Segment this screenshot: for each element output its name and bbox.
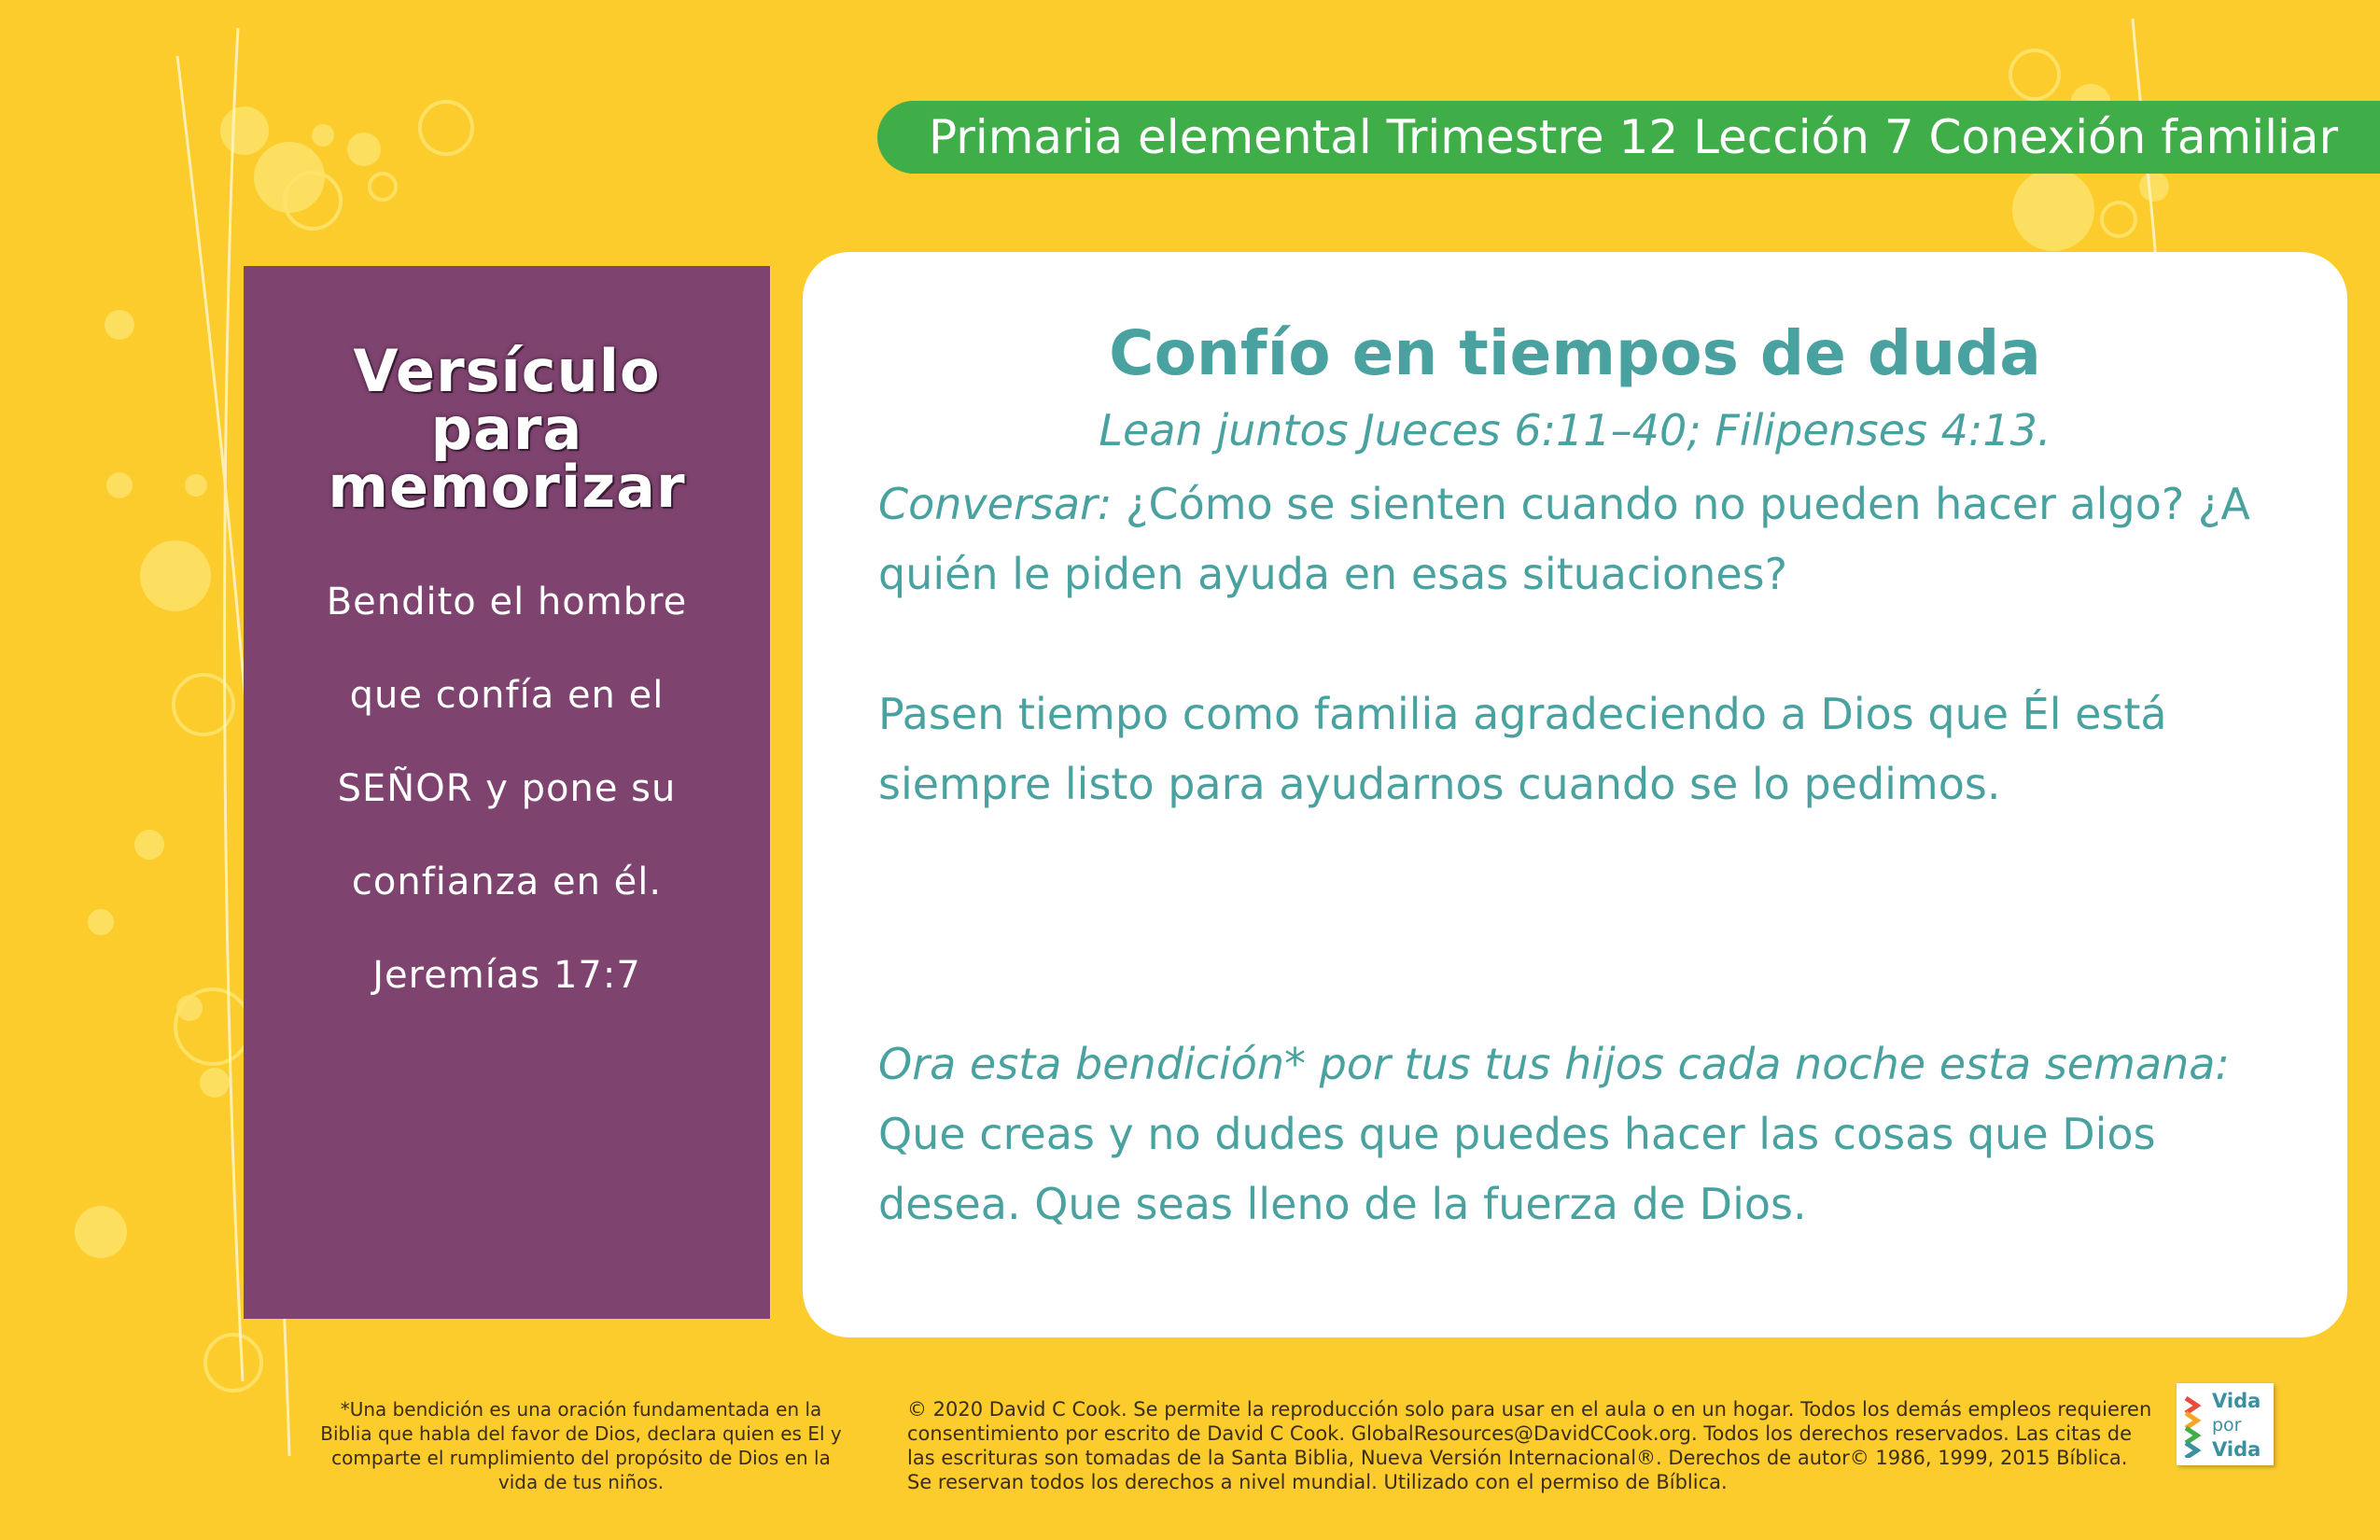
memory-verse-heading	[244, 337, 770, 521]
lesson-banner	[877, 101, 2380, 174]
copyright-notice: © 2020 David C Cook. Se permite la reproducción solo para usar en el aula o en un hogar. Todos los demás empleos requieren consentimiento por escrito de David C Cook. GlobalResources@DavidCCook.org. Todos los derechos reservados. Las citas de las escrituras son tomadas de la Santa Biblia, Nueva Versión Internacional®. Derechos de autor© 1986, 1999, 2015 Bíblica. Se reservan todos los derechos a nivel mundial. Utilizado con el permiso de Bíblica.	[907, 1398, 2152, 1493]
family-paragraph: Pasen tiempo como familia agradeciendo a Dios que Él está siempre listo para ayudarnos cuando se lo pedimos.	[878, 689, 2167, 809]
conversation-label: Conversar:	[878, 479, 1113, 529]
logo-word: por	[2212, 1415, 2242, 1435]
prayer-label: Ora esta bendición* por tus tus hijos cada noche esta semana:	[878, 1039, 2230, 1089]
prayer-text: Que creas y no dudes que puedes hacer las cosas que Dios desea. Que seas lleno de la fuerza de Dios.	[878, 1109, 2156, 1229]
memory-verse-reference: Jeremías 17:7	[372, 954, 641, 997]
scripture-reference: Lean juntos Jueces 6:11–40; Filipenses 4:13.	[1099, 405, 2051, 455]
memory-verse-line: SEÑOR y pone su	[337, 767, 677, 810]
conversation-paragraph	[878, 469, 2278, 609]
memory-verse-heading-line: para	[430, 395, 583, 463]
memory-verse-heading-line: memorizar	[328, 453, 686, 521]
logo-word: Vida	[2212, 1438, 2261, 1461]
memory-verse-text	[244, 555, 770, 1022]
lesson-card	[803, 252, 2347, 1337]
conversation-text: ¿Cómo se sienten cuando no pueden hacer algo? ¿A quién le piden ayuda en esas situaciones?	[878, 479, 2250, 599]
logo-wordmark	[2212, 1389, 2261, 1462]
logo-word: Vida	[2212, 1390, 2261, 1412]
memory-verse-heading-line: Versículo	[353, 337, 661, 405]
memory-verse-panel	[244, 266, 770, 1319]
lesson-title: Confío en tiempos de duda	[1109, 317, 2041, 389]
prayer-paragraph	[878, 1029, 2278, 1239]
memory-verse-line: que confía en el	[349, 674, 665, 717]
logo-stripes-icon	[2184, 1393, 2208, 1458]
memory-verse-line: confianza en él.	[351, 861, 663, 903]
vida-por-vida-logo	[2177, 1383, 2274, 1465]
lesson-banner-text: Primaria elemental Trimestre 12 Lección 7 Conexión familiar	[929, 110, 2339, 164]
memory-verse-line: Bendito el hombre	[326, 581, 688, 623]
blessing-footnote: *Una bendición es una oración fundamentada en la Biblia que habla del favor de Dios, declara quien es El y comparte el rumplimiento del propósito de Dios en la vida de tus niños.	[320, 1398, 842, 1493]
